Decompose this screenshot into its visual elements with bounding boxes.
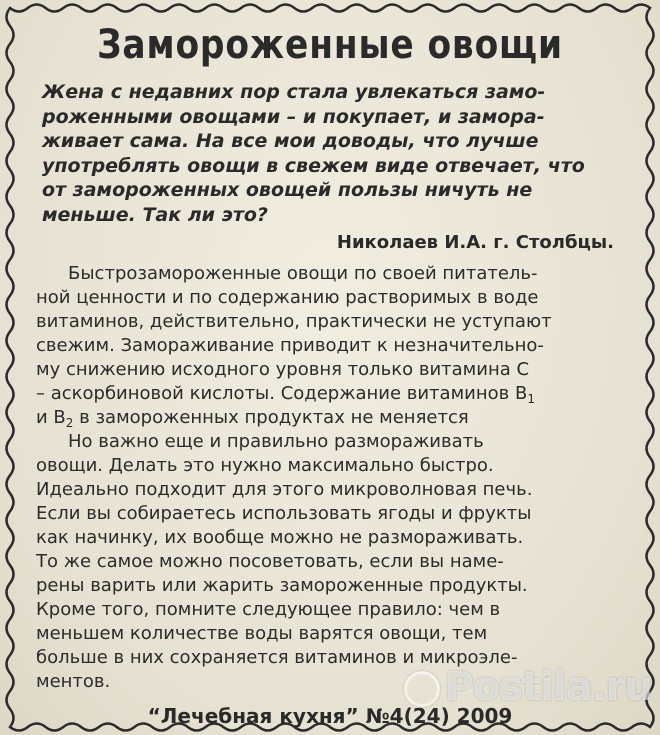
answer-paragraph-2: [36, 430, 628, 694]
article-title: Замороженные овощи: [97, 22, 563, 68]
body-line: [36, 406, 628, 430]
subscript: 2: [65, 416, 74, 430]
body-line: рены варить или жарить замороженные продукты.: [36, 575, 528, 596]
body-line-text: в замороженных продуктах не меняется: [73, 407, 469, 428]
question-line: Жена с недавних пор стала увлекаться замо-: [42, 81, 546, 103]
watermark-text: Postila.ru: [444, 664, 652, 710]
question-line: живает сама. На все мои доводы, что лучше: [42, 130, 539, 152]
subscript: 1: [527, 392, 535, 406]
body-line: [36, 382, 628, 406]
body-line: Идеально подходит для этого микроволновая печь.: [36, 479, 533, 500]
body-line: как начинку, их вообще можно не размораживать.: [36, 527, 524, 548]
body-line: Но важно еще и правильно размораживать: [68, 431, 484, 452]
body-line: Кроме того, помните следующее правило: чем в: [36, 599, 501, 620]
reader-question: [42, 80, 642, 227]
body-line: То же самое можно посоветовать, если вы наме-: [36, 551, 504, 572]
answer-paragraph-1: [36, 262, 628, 430]
body-line-text: – аскорбиновой кислоты. Содержание витаминов В: [36, 383, 528, 404]
body-line: витаминов, действительно, практически не уступают: [36, 311, 552, 332]
postila-logo-icon: [404, 671, 440, 707]
source-citation: “Лечебная кухня” №4(24) 2009: [147, 704, 513, 728]
body-line: свежим. Замораживание приводит к незначительно-: [36, 335, 544, 356]
body-line: больше в них сохраняется витаминов и микроэле-: [36, 647, 518, 668]
body-line: Быстрозамороженные овощи по своей питатель-: [68, 263, 538, 284]
answer-text: [36, 262, 628, 694]
question-author: Николаев И.А. г. Столбцы.: [336, 232, 614, 253]
body-line: Если вы собираетесь использовать ягоды и фрукты: [36, 503, 532, 524]
body-line: ной ценности и по содержанию растворимых в воде: [36, 287, 539, 308]
question-line: от замороженных овощей пользы ничуть не: [42, 179, 533, 201]
question-line: употреблять овощи в свежем виде отвечает, что: [42, 154, 585, 177]
body-line: ментов.: [36, 671, 111, 692]
body-line: овощи. Делать это нужно максимально быстро.: [36, 455, 494, 476]
body-line: меньшем количестве воды варятся овощи, тем: [36, 623, 488, 644]
question-line: меньше. Так ли это?: [42, 203, 268, 226]
body-line: му снижению исходного уровня только витамина С: [36, 359, 530, 380]
question-line: роженными овощами – и покупает, и замора-: [42, 105, 545, 128]
body-line-text: и В: [36, 407, 66, 428]
